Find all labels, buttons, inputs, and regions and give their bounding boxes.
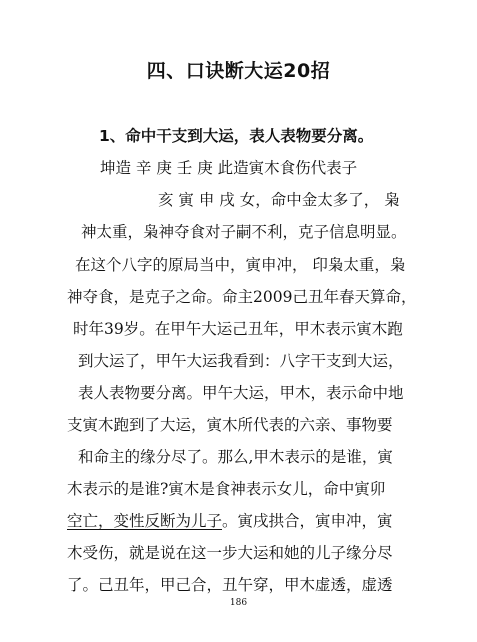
section-title: 四、口诀断大运20招 (146, 60, 331, 82)
body-line-rest: 。寅戌拱合，寅申冲，寅 (222, 512, 393, 530)
body-line: 了。己丑年，甲己合，丑午穿，甲木虚透，虚透 (67, 576, 393, 594)
body-line: 和命主的缘分尽了。那么,甲木表示的是谁，寅 (78, 448, 393, 466)
body-line: 到大运了，甲午大运我看到：八字干支到大运， (78, 352, 404, 370)
body-line: 在这个八字的原局当中，寅申冲， 印枭太重，枭 (75, 256, 406, 274)
body-line: 木受伤，就是说在这一步大运和她的儿子缘分尽 (67, 544, 393, 562)
body-line: 神太重，枭神夺食对子嗣不利，克子信息明显。 (81, 223, 407, 241)
chart-line-1: 坤造 辛 庚 壬 庚 此造寅木食伤代表子 (100, 159, 358, 177)
body-line: 支寅木跑到了大运，寅木所代表的六亲、事物要 (67, 416, 393, 434)
body-line: 表人表物要分离。甲午大运，甲木，表示命中地 (78, 384, 404, 402)
body-line: 时年39岁。在甲午大运己丑年，甲木表示寅木跑 (73, 320, 403, 338)
rule-heading: 1、命中干支到大运，表人表物要分离。 (99, 127, 374, 145)
underlined-phrase: 空亡，变性反断为儿子 (67, 512, 223, 530)
chart-line-2: 亥 寅 申 戌 女，命中金太多了， 枭 (158, 191, 400, 209)
body-line: 木表示的是谁?寅木是食神表示女儿，命中寅卯 (67, 480, 386, 498)
page-number: 186 (229, 598, 248, 608)
body-line-underlined (67, 514, 393, 530)
body-line: 神夺食，是克子之命。命主2009己丑年春天算命， (67, 288, 417, 306)
